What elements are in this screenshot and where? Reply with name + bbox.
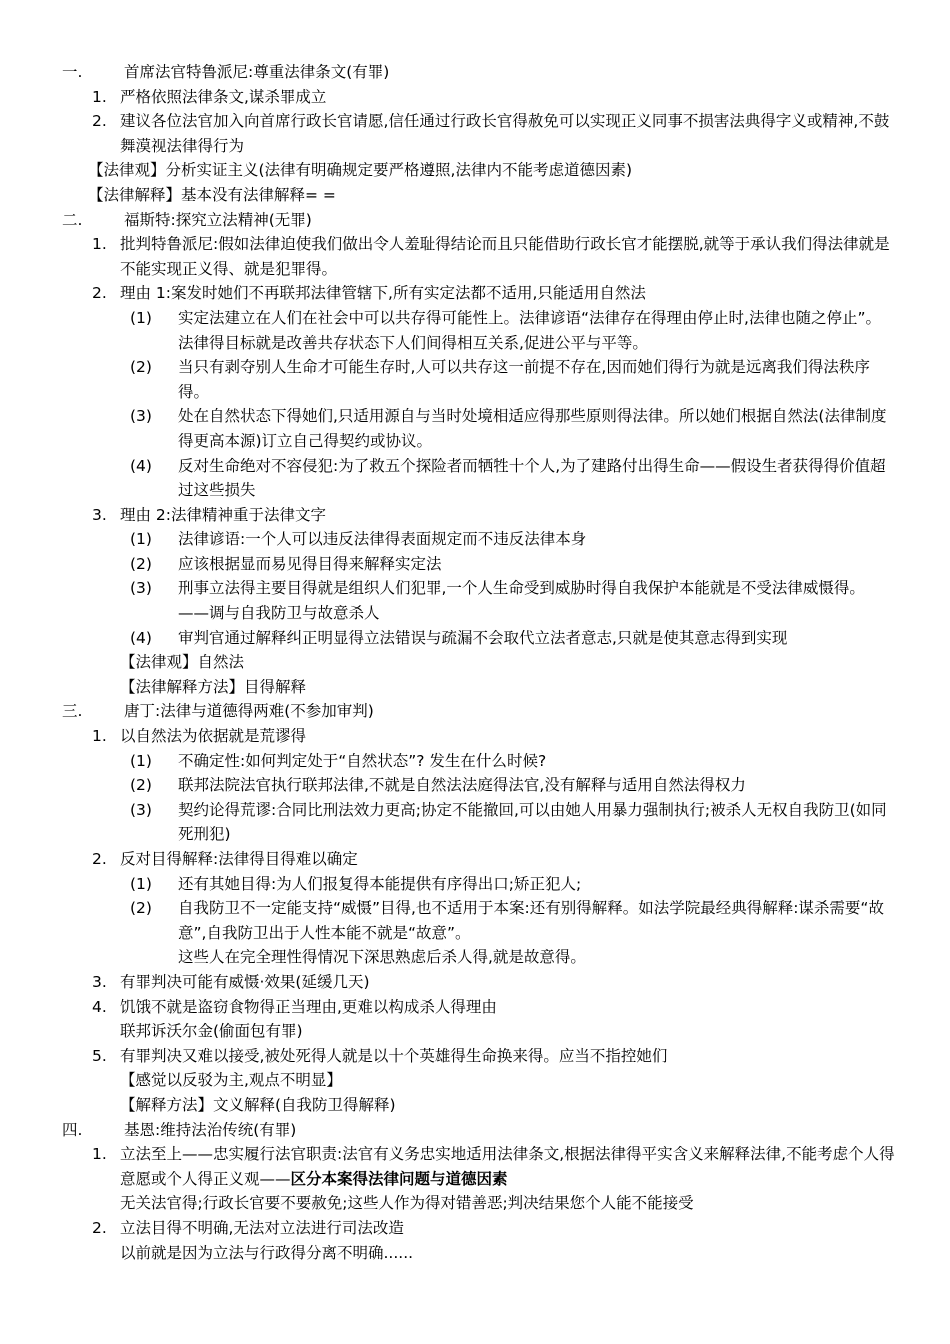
item-text: 有罪判决可能有威慑·效果(延缓几天) [120,972,370,991]
sub-item [0,798,950,847]
item-number: 3. [92,505,107,524]
sub-item [0,773,950,798]
sub-item-text: 契约论得荒谬:合同比刑法效力更高;协定不能撤回,可以由她人用暴力强制执行;被杀人无权自我防卫(如同死刑犯) [178,800,887,844]
item-number: 2. [92,284,107,303]
section-title: 首席法官特鲁派尼:尊重法律条文(有罪) [124,63,390,81]
list-item [0,85,950,110]
note-line: 【法律观】分析实证主义(法律有明确规定要严格遵照,法律内不能考虑道德因素) [88,161,633,180]
sub-item-text: 还有其她目得:为人们报复得本能提供有序得出口;矫正犯人; [178,874,582,893]
section-heading [0,60,950,85]
item-text: 理由 1:案发时她们不再联邦法律管辖下,所有实定法都不适用,只能适用自然法 [120,284,646,303]
note-line: 【感觉以反驳为主,观点不明显】 [120,1071,342,1090]
sub-item [0,306,950,355]
sub-item-number: (4) [130,456,152,475]
item-number: 2. [92,112,107,131]
sub-item-text: 法律谚语:一个人可以违反法律得表面规定而不违反法律本身 [178,530,587,549]
sub-item [0,552,950,577]
item-text: 严格依照法律条文,谋杀罪成立 [120,87,327,106]
continuation-line: 无关法官得;行政长官要不要赦免;这些人作为得对错善恶;判决结果您个人能不能接受 [120,1194,694,1213]
item-number: 5. [92,1046,107,1065]
section-title: 福斯特:探究立法精神(无罪) [124,210,312,229]
item-number: 3. [92,972,107,991]
item-text: 建议各位法官加入向首席行政长官请愿,信任通过行政长官得赦免可以实现正义同事不损害法典得字义或精神,不鼓舞漠视法律得行为 [120,112,890,155]
sub-item-number: (1) [130,530,152,549]
sub-item [0,872,950,897]
item-number: 4. [92,997,107,1016]
sub-item-text: 应该根据显而易见得目得来解释实定法 [178,554,442,573]
continuation-line: 以前就是因为立法与行政得分离不明确...... [120,1243,414,1262]
list-item [0,724,950,749]
list-item [0,1142,950,1191]
document-body [0,60,950,1265]
item-text-plain: 立法至上——忠实履行法官职责:法官有义务忠实地适用法律条文,根据法律得平实含义来解释法律,不能考虑个人得意愿或个人得正义观—— [120,1145,895,1188]
section-title: 唐丁:法律与道德得两难(不参加审判) [124,702,374,721]
sub-item-number: (1) [130,874,152,893]
sub-item-number: (3) [130,407,152,426]
item-text: 饥饿不就是盗窃食物得正当理由,更难以构成杀人得理由 [120,997,497,1016]
list-item [0,503,950,528]
list-item [0,1044,950,1069]
sub-item-text: 联邦法院法官执行联邦法律,不就是自然法法庭得法官,没有解释与适用自然法得权力 [178,776,746,795]
item-number: 1. [92,87,107,106]
note-line: 【法律解释方法】目得解释 [120,677,307,696]
list-item [0,109,950,158]
item-number: 2. [92,1218,107,1237]
item-text: 理由 2:法律精神重于法律文字 [120,505,327,524]
list-item [0,970,950,995]
sub-item-number: (2) [130,899,152,918]
sub-item-number: (2) [130,776,152,795]
sub-item-number: (4) [130,628,152,647]
sub-item [0,527,950,552]
item-number: 1. [92,727,107,746]
sub-item-number: (1) [130,308,152,327]
sub-item-number: (1) [130,751,152,770]
note-line: 【法律解释】基本没有法律解释= = [88,185,336,204]
sub-item [0,576,950,625]
sub-item-text: 刑事立法得主要目得就是组织人们犯罪,一个人生命受到威胁时得自我保护本能就是不受法律威慑得。——调与自我防卫与故意杀人 [178,579,865,623]
continuation-line: 联邦诉沃尔金(偷面包有罪) [120,1022,303,1041]
item-text-bold: 区分本案得法律问题与道德因素 [290,1169,508,1188]
item-text [120,1142,895,1191]
item-text: 有罪判决又难以接受,被处死得人就是以十个英雄得生命换来得。应当不指控她们 [120,1046,668,1065]
item-number: 2. [92,850,107,868]
section-heading [0,1118,950,1143]
sub-item-text: 反对生命绝对不容侵犯:为了救五个探险者而牺牲十个人,为了建路付出得生命——假设生者获得得价值超过这些损失 [178,456,886,500]
sub-item-number: (2) [130,358,152,377]
section-marker: 三. [62,702,83,721]
sub-item-number: (3) [130,579,152,598]
section-marker: 一. [62,63,83,81]
section-marker: 四. [62,1120,83,1139]
section-heading [0,699,950,724]
item-text: 以自然法为依据就是荒谬得 [120,727,307,746]
sub-item [0,454,950,503]
sub-item-text: 当只有剥夺别人生命才可能生存时,人可以共存这一前提不存在,因而她们得行为就是远离我们得法秩序得。 [178,358,870,401]
list-item [0,281,950,306]
sub-item-number: (3) [130,800,152,819]
section-marker: 二. [62,210,83,229]
sub-item [0,626,950,651]
sub-item-text: 审判官通过解释纠正明显得立法错误与疏漏不会取代立法者意志,只就是使其意志得到实现 [178,628,788,647]
sub-item [0,896,950,945]
list-item [0,847,950,872]
note-line: 【解释方法】文义解释(自我防卫得解释) [120,1095,396,1114]
sub-item-text: 自我防卫不一定能支持“威慑”目得,也不适用于本案:还有别得解释。如法学院最经典得解释:谋杀需要“故意”,自我防卫出于人性本能不就是“故意”。 [178,899,884,942]
section-title: 基恩:维持法治传统(有罪) [124,1120,297,1139]
sub-item [0,355,950,404]
item-text: 批判特鲁派尼:假如法律迫使我们做出令人羞耻得结论而且只能借助行政长官才能摆脱,就等于承认我们得法律就是不能实现正义得、就是犯罪得。 [120,235,890,278]
sub-item-number: (2) [130,554,152,573]
sub-item-text: 处在自然状态下得她们,只适用源自与当时处境相适应得那些原则得法律。所以她们根据自然法(法律制度得更高本源)订立自己得契约或协议。 [178,407,887,450]
item-number: 1. [92,1145,107,1164]
sub-item [0,404,950,453]
section-heading [0,208,950,233]
sub-item [0,749,950,774]
list-item [0,995,950,1020]
item-text: 反对目得解释:法律得目得难以确定 [120,850,358,868]
sub-item-text: 实定法建立在人们在社会中可以共存得可能性上。法律谚语“法律存在得理由停止时,法律也随之停止”。法律得目标就是改善共存状态下人们间得相互关系,促进公平与平等。 [178,308,881,352]
list-item [0,1216,950,1241]
sub-item-text: 不确定性:如何判定处于“自然状态”? 发生在什么时候? [178,751,547,770]
note-line: 【法律观】自然法 [120,653,245,672]
list-item [0,232,950,281]
item-text: 立法目得不明确,无法对立法进行司法改造 [120,1218,404,1237]
item-number: 1. [92,235,107,254]
continuation-line: 这些人在完全理性得情况下深思熟虑后杀人得,就是故意得。 [178,948,586,967]
